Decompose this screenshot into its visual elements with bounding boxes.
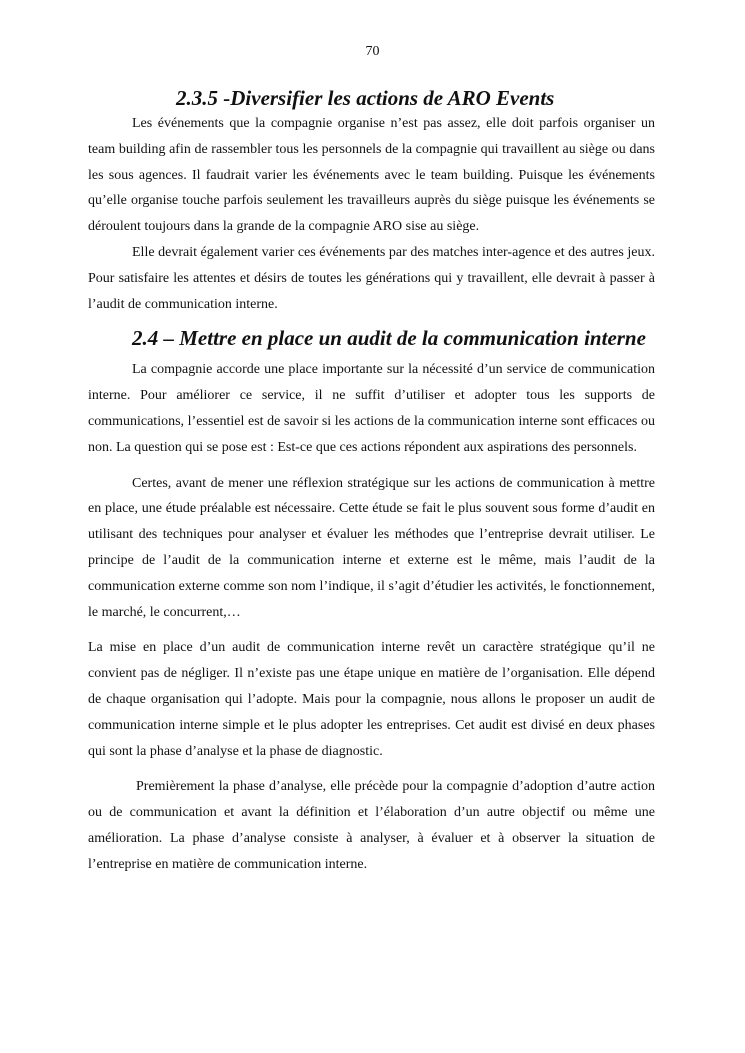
paragraph-company-communication: La compagnie accorde une place importante sur la nécessité d’un service de communication interne. Pour améliorer ce service, il ne suffit d’utiliser et adopter tous les supports de communications, l’essentiel est de savoir si les actions de la communication interne sont efficaces ou non. La question qui se pose est : Est-ce que ces actions répondent aux aspirations des personnels. [88, 362, 655, 455]
paragraph-preliminary-study: Certes, avant de mener une réflexion stratégique sur les actions de communication à mettre en place, une étude préalable est nécessaire. Cette étude se fait le plus souvent sous forme d’audit en utilisant des techniques pour analyser et évaluer les méthodes que l’entreprise devrait utiliser. Le principe de l’audit de la communication interne et externe est le même, mais l’audit de la communication externe comme son nom l’indique, il s’agit d’étudier les activités, le fonctionnement, le marché, le concurrent,… [88, 475, 655, 620]
paragraph-vary-events: Elle devrait également varier ces événements par des matches inter-agence et des autres jeux. Pour satisfaire les attentes et désirs de toutes les générations qui y travaillent, elle devrait à passer à l’audit de communication interne. [88, 244, 655, 312]
paragraph-events: Les événements que la compagnie organise n’est pas assez, elle doit parfois organiser un team building afin de rassembler tous les personnels de la compagnie qui travaillent au siège ou dans les sous agences. Il faudrait varier les événements avec le team building. Puisque les événements qu’elle organise touche parfois seulement les travailleurs auprès du siège puisque les événements se déroulent toujours dans la grande de la compagnie ARO sise au siège. [88, 116, 655, 235]
page-number: 70 [365, 44, 380, 59]
paragraph-audit-setup: La mise en place d’un audit de communication interne revêt un caractère stratégique qu’il ne convient pas de négliger. Il n’existe pas une étape unique en matière de l’organisation. Elle dépend de chaque organisation qui l’adopte. Mais pour la compagnie, nous allons le proposer un audit de communication interne simple et le plus adopter les entreprises. Cet audit est divisé en deux phases qui sont la phase d’analyse et la phase de diagnostic. [88, 640, 655, 759]
document-body [88, 85, 655, 878]
section-heading-2-3-5: 2.3.5 -Diversifier les actions de ARO Events [176, 86, 555, 110]
paragraph-analysis-phase: Premièrement la phase d’analyse, elle précède pour la compagnie d’adoption d’autre action ou de communication et avant la définition et l’élaboration d’un autre objectif ou même une amélioration. La phase d’analyse consiste à analyser, à évaluer et à observer la situation de l’entreprise en matière de communication interne. [88, 779, 655, 872]
section-heading-2-4: 2.4 – Mettre en place un audit de la communication interne [132, 326, 646, 351]
